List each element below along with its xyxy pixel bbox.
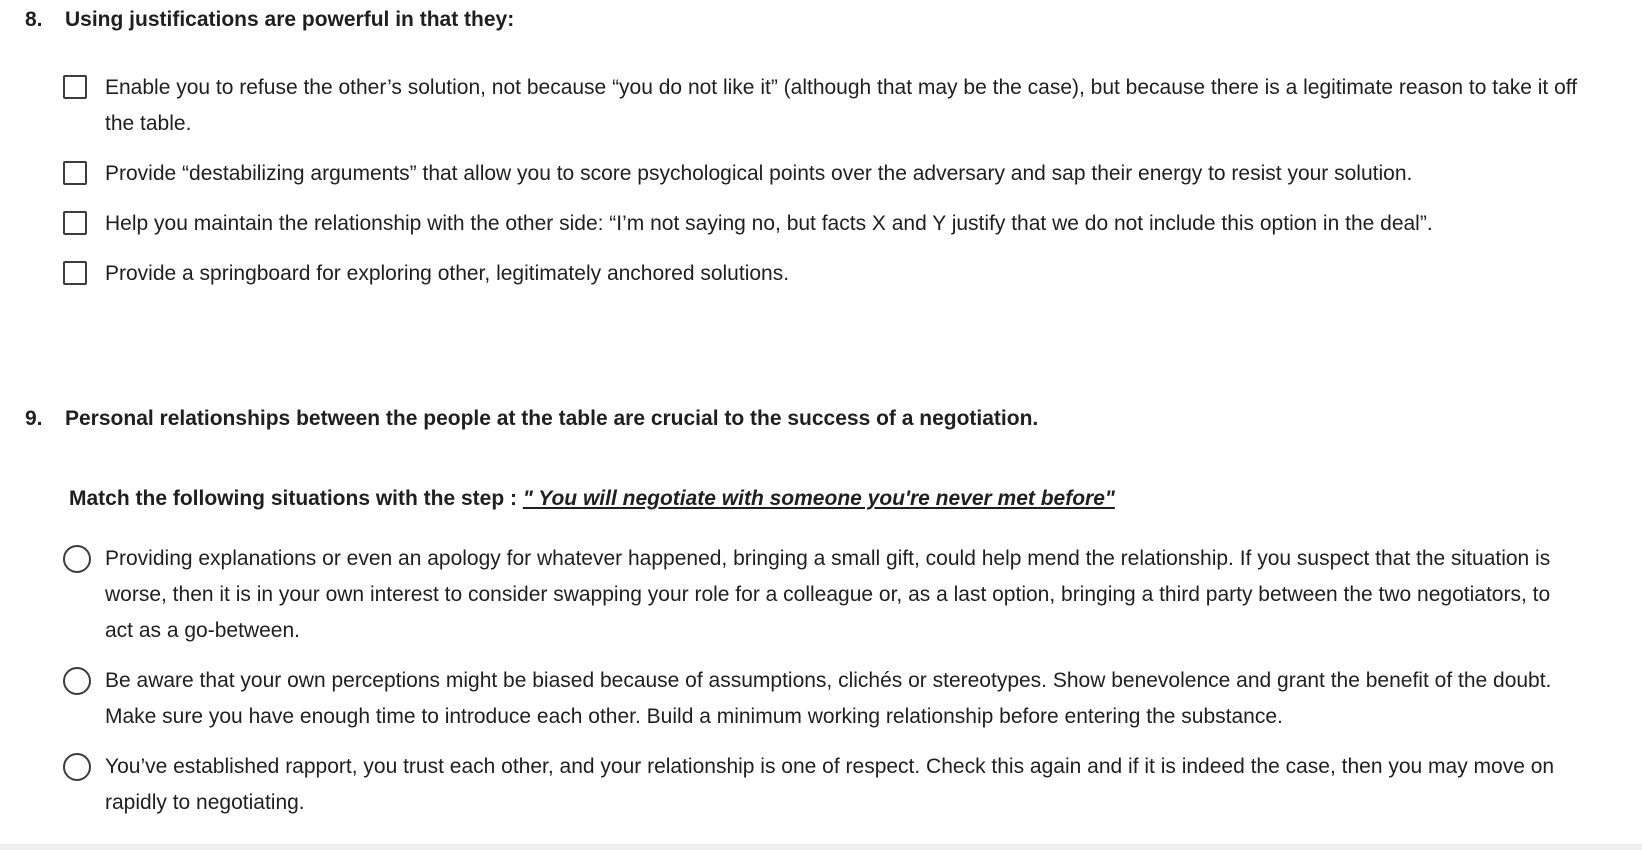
radio-option[interactable] [63, 663, 1582, 735]
instruction-text: Match the following situations with the step : [69, 487, 523, 510]
checkbox-option[interactable] [63, 156, 1582, 192]
question-number: 9. [25, 407, 43, 430]
question-9-options [63, 541, 1582, 821]
option-label: Help you maintain the relationship with the other side: “I’m not saying no, but facts X and Y justify that we do not include this option in the deal”. [105, 212, 1433, 235]
checkbox[interactable] [63, 261, 87, 285]
instruction-step: " You will negotiate with someone you're never met before" [522, 487, 1115, 510]
question-8 [25, 6, 1582, 306]
question-8-options [63, 70, 1582, 292]
radio-button[interactable] [63, 545, 91, 573]
checkbox-option[interactable] [63, 256, 1582, 292]
option-label: Enable you to refuse the other’s solution, not because “you do not like it” (although that may be the case), but because there is a legitimate reason to take it off the table. [105, 76, 1578, 135]
checkbox[interactable] [63, 75, 87, 99]
question-9 [25, 405, 1582, 835]
option-label: You’ve established rapport, you trust each other, and your relationship is one of respect. Check this again and if it is indeed the case, then you may move on rapidly to negotiating. [105, 755, 1555, 814]
option-label: Provide a springboard for exploring other, legitimately anchored solutions. [105, 262, 790, 285]
checkbox[interactable] [63, 211, 87, 235]
match-instruction [69, 485, 1582, 513]
option-label: Be aware that your own perceptions might be biased because of assumptions, clichés or stereotypes. Show benevolence and grant the benefit of the doubt. Make sure you have enough time to introduce each other. Build a minimum working relationship before entering the substance. [105, 669, 1552, 728]
question-8-header [25, 6, 1582, 34]
bottom-divider [0, 844, 1642, 850]
question-title: Using justifications are powerful in that they: [65, 8, 515, 31]
checkbox-option[interactable] [63, 70, 1582, 142]
radio-option[interactable] [63, 749, 1582, 821]
radio-button[interactable] [63, 753, 91, 781]
option-label: Provide “destabilizing arguments” that allow you to score psychological points over the adversary and sap their energy to resist your solution. [105, 162, 1413, 185]
option-label: Providing explanations or even an apology for whatever happened, bringing a small gift, could help mend the relationship. If you suspect that the situation is worse, then it is in your own interest to consider swapping your role for a colleague or, as a last option, bringing a third party between the two negotiators, to act as a go-between. [105, 547, 1551, 642]
radio-button[interactable] [63, 667, 91, 695]
question-number: 8. [25, 8, 43, 31]
checkbox-option[interactable] [63, 206, 1582, 242]
question-title: Personal relationships between the people at the table are crucial to the success of a negotiation. [65, 407, 1039, 430]
radio-option[interactable] [63, 541, 1582, 649]
checkbox[interactable] [63, 161, 87, 185]
question-9-header [25, 405, 1582, 433]
